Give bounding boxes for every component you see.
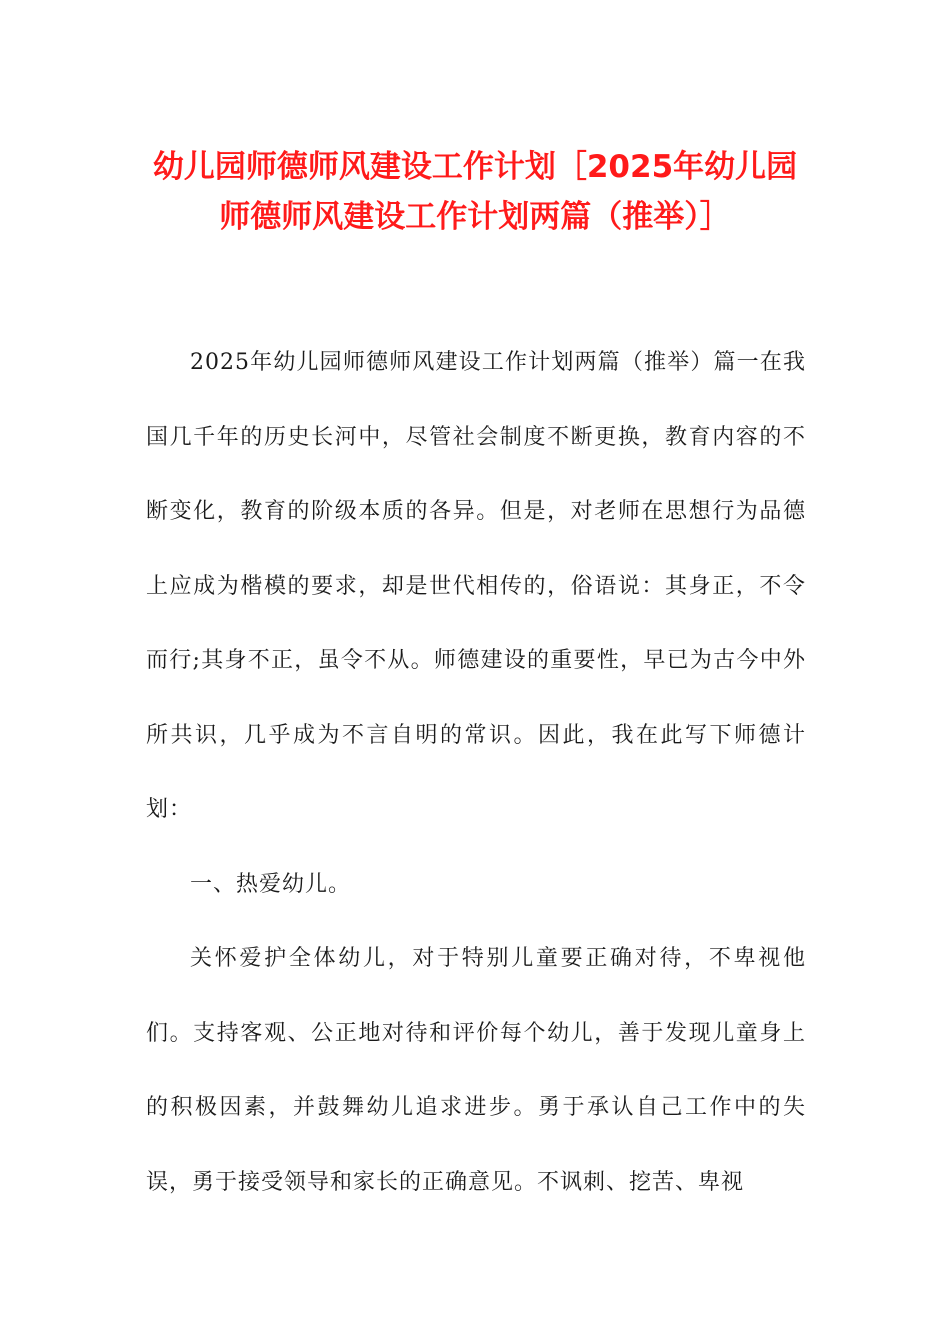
document-title: 幼儿园师德师风建设工作计划［2025年幼儿园师德师风建设工作计划两篇（推举）］ <box>152 149 798 235</box>
paragraph-section-heading: 一、热爱幼儿。 <box>190 871 352 897</box>
paragraph-care-for-children: 关怀爱护全体幼儿，对于特别儿童要正确对待，不卑视他们。支持客观、公正地对待和评价每个幼儿，善于发现儿童身上的积极因素，并鼓舞幼儿追求进步。勇于承认自己工作中的失误，勇于接受领导和家长的正确意见。不讽刺、挖苦、卑视 <box>146 946 806 1195</box>
document-body <box>146 326 806 1220</box>
paragraph-intro: 2025年幼儿园师德师风建设工作计划两篇（推举）篇一在我国几千年的历史长河中，尽管社会制度不断更换，教育内容的不断变化，教育的阶级本质的各异。但是，对老师在思想行为品德上应成为楷模的要求，却是世代相传的，俗语说：其身正，不令而行;其身不正，虽令不从。师德建设的重要性，早已为古今中外所共识，几乎成为不言自明的常识。因此，我在此写下师德计划： <box>146 350 806 822</box>
